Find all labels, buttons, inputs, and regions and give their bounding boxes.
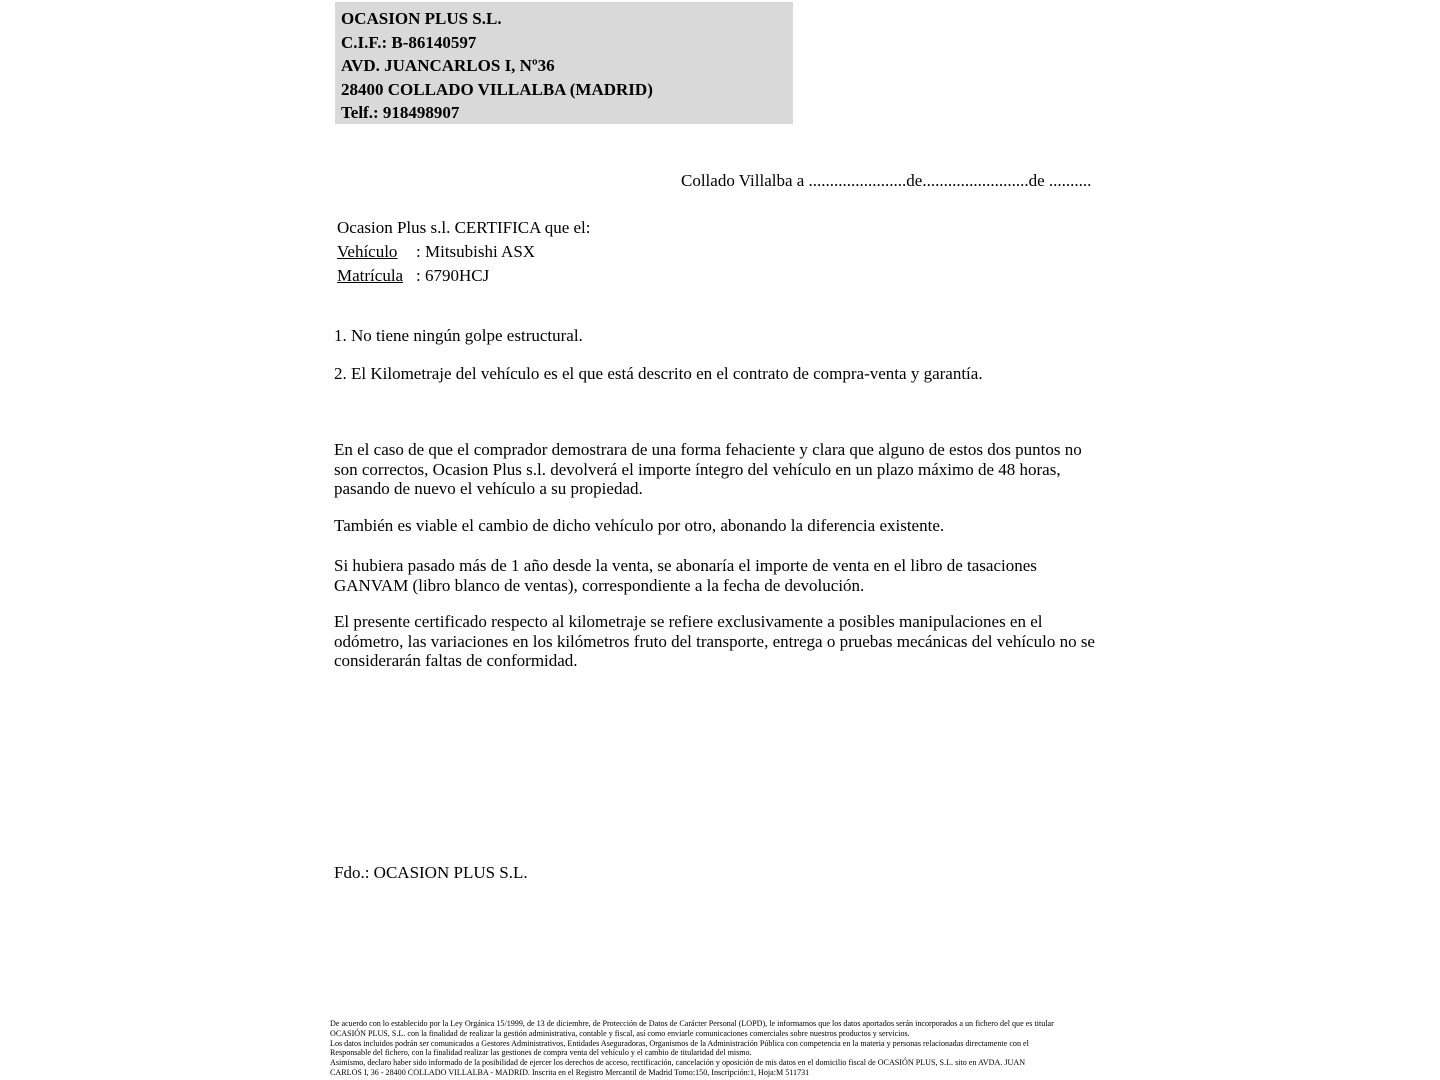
legal-line: Los datos incluidos podrán ser comunicados a Gestores Administrativos, Entidades Aseguradoras, Organismos de la Administración Pública con competencia en la materia y personas relacionadas directamente con el bbox=[330, 1038, 1029, 1048]
legal-line: Responsable del fichero, con la finalidad realizar las gestiones de compra venta del vehículo y el cambio de titularidad del mismo. bbox=[330, 1048, 752, 1058]
legal-line: Asimismo, declaro haber sido informado de la posibilidad de ejercer los derechos de acceso, rectificación, cancelación y oposición de mis datos en el domicilio fiscal de OCASIÓN PLUS, S.L. sito en AVDA. JUAN bbox=[330, 1058, 1026, 1067]
paragraph-odometer-disclaimer: El presente certificado respecto al kilometraje se refiere exclusivamente a posibles manipulaciones en el odómetro, las variaciones en los kilómetros fruto del transporte, entrega o pruebas mecánicas del vehículo no se considerarán faltas de conformidad. bbox=[334, 612, 1095, 671]
vehicle-row bbox=[337, 240, 591, 264]
legal-line: De acuerdo con lo establecido por la Ley Orgánica 15/1999, de 13 de diciembre, de Protección de Datos de Carácter Personal (LOPD), le informamos que los datos aportados serán incorporados a un fichero del que es titular bbox=[330, 1019, 1054, 1028]
legal-line: OCASIÓN PLUS, S.L. con la finalidad de realizar la gestión administrativa, contable y fiscal, así como enviarle comunicaciones comerciales sobre nuestros productos y servicios. bbox=[330, 1028, 910, 1038]
plate-label: Matrícula bbox=[337, 265, 404, 285]
vehicle-value: Mitsubishi ASX bbox=[424, 241, 536, 261]
plate-separator: : bbox=[416, 265, 425, 285]
legal-fine-print bbox=[330, 1019, 1430, 1078]
vehicle-label: Vehículo bbox=[337, 241, 398, 261]
paragraph-refund-guarantee: En el caso de que el comprador demostrara de una forma fehaciente y clara que alguno de estos dos puntos no son correctos, Ocasion Plus s.l. devolverá el importe íntegro del vehículo en un plazo máximo de 48 horas, pasando de nuevo el vehículo a su propiedad. bbox=[334, 440, 1082, 499]
certificate-intro: Ocasion Plus s.l. CERTIFICA que el: bbox=[337, 218, 591, 237]
company-address: AVD. JUANCARLOS I, Nº36 bbox=[341, 56, 555, 76]
certificate-block bbox=[337, 216, 591, 287]
plate-value: 6790HCJ bbox=[424, 265, 490, 285]
point-no-structural-damage: 1. No tiene ningún golpe estructural. bbox=[334, 326, 583, 345]
paragraph-vehicle-exchange: También es viable el cambio de dicho vehículo por otro, abonando la diferencia existente. bbox=[334, 516, 945, 535]
point-mileage: 2. El Kilometraje del vehículo es el que está descrito en el contrato de compra-venta y garantía. bbox=[334, 364, 983, 383]
company-cif: C.I.F.: B-86140597 bbox=[341, 32, 477, 52]
company-phone: Telf.: 918498907 bbox=[341, 103, 460, 123]
paragraph-ganvam-valuation: Si hubiera pasado más de 1 año desde la venta, se abonaría el importe de venta en el libro de tasaciones GANVAM (libro blanco de ventas), correspondiente a la fecha de devolución. bbox=[334, 556, 1037, 595]
company-name: OCASION PLUS S.L. bbox=[341, 9, 502, 28]
company-city: 28400 COLLADO VILLALBA (MADRID) bbox=[341, 79, 653, 99]
plate-row bbox=[337, 264, 591, 288]
signature-line: Fdo.: OCASION PLUS S.L. bbox=[334, 863, 528, 882]
vehicle-separator: : bbox=[416, 241, 425, 261]
date-fill-in-line: Collado Villalba a .......................de.........................de .......... bbox=[681, 171, 1092, 190]
company-header-box bbox=[335, 2, 793, 124]
legal-line: CARLOS I, 36 - 28400 COLLADO VILLALBA - MADRID. Inscrita en el Registro Mercantil de Madrid Tomo:150, Inscripción:1, Hoja:M 511731 bbox=[330, 1067, 810, 1077]
